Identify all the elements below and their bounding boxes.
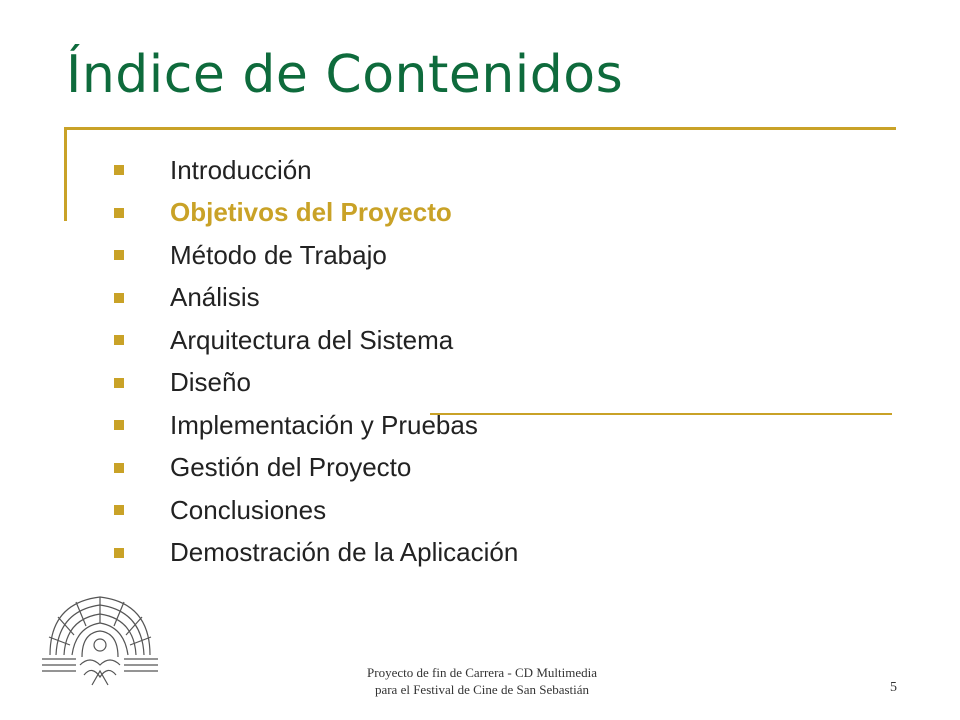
table-of-contents-list [114,149,518,574]
square-bullet-icon [114,208,124,218]
footer-line-1: Proyecto de fin de Carrera - CD Multimedia [367,665,597,680]
toc-item-label: Demostración de la Aplicación [170,537,519,568]
toc-item [114,532,518,575]
toc-item [114,489,518,532]
toc-item-label: Conclusiones [170,494,327,525]
toc-item-label: Gestión del Proyecto [170,452,412,483]
toc-item-label: Implementación y Pruebas [170,409,478,440]
toc-item [114,319,518,362]
square-bullet-icon [114,378,124,388]
toc-item-label: Introducción [170,154,312,185]
footer-line-2: para el Festival de Cine de San Sebastián [374,682,590,697]
toc-item [114,447,518,490]
toc-item [114,362,518,405]
square-bullet-icon [114,548,124,558]
toc-item [114,149,518,192]
slide-footer [322,664,642,698]
university-crest-logo [36,585,164,697]
page-number: 5 [890,680,897,695]
square-bullet-icon [114,463,124,473]
toc-item [114,404,518,447]
toc-item-label: Análisis [170,282,260,313]
square-bullet-icon [114,505,124,515]
toc-item [114,234,518,277]
toc-item-label: Objetivos del Proyecto [170,197,452,228]
square-bullet-icon [114,420,124,430]
square-bullet-icon [114,293,124,303]
slide-title: Índice de Contenidos [66,45,624,105]
toc-item-label: Método de Trabajo [170,239,387,270]
square-bullet-icon [114,335,124,345]
square-bullet-icon [114,165,124,175]
toc-item-label: Arquitectura del Sistema [170,324,454,355]
title-left-rule [64,127,67,221]
title-underline-rule [64,127,896,130]
toc-item-active [114,192,518,235]
toc-item [114,277,518,320]
square-bullet-icon [114,250,124,260]
toc-item-label: Diseño [170,367,251,398]
